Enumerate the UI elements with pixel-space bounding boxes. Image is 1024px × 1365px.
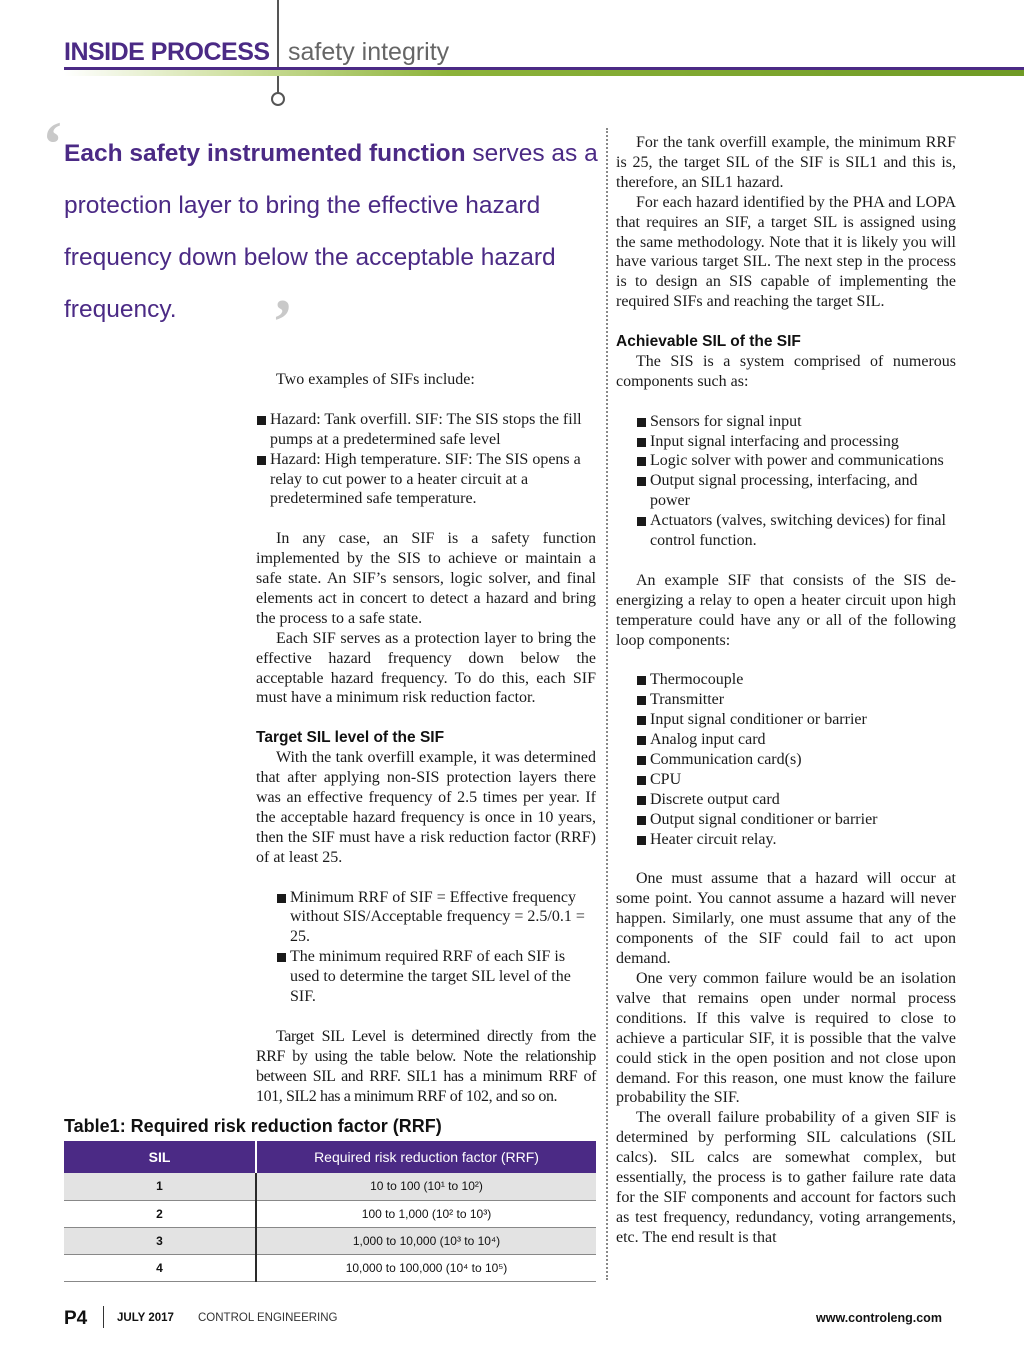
table-cell-rrf: 10,000 to 100,000 (10⁴ to 10⁵) (256, 1254, 596, 1281)
rrf-table (64, 1141, 596, 1282)
list-item: Thermocouple (636, 670, 956, 690)
table-cell-rrf: 10 to 100 (10¹ to 10²) (256, 1173, 596, 1200)
paragraph: Target SIL Level is determined directly from the RRF by using the table below. Note the relationship between SIL and RRF. SIL1 has a minimum RRF of 101, SIL2 has a minimum RRF of 102, and so on. (256, 1027, 596, 1105)
header-divider-line (277, 0, 279, 100)
list-item: Minimum RRF of SIF = Effective frequency without SIS/Acceptable frequency = 2.5/0.1 = 25. (276, 888, 596, 948)
subheading-achievable-sil: Achievable SIL of the SIF (616, 333, 801, 351)
table-cell-rrf: 1,000 to 10,000 (10³ to 10⁴) (256, 1227, 596, 1254)
page-number: P4 (64, 1308, 88, 1329)
open-quote-icon: ‘ (42, 108, 64, 179)
paragraph: One very common failure would be an isolation valve that remains open under normal process conditions. If this valve is required to close to achieve a particular SIF, it is possible that the valve could stick in the open position and not close upon demand. For this reason, one must know the failure probability the SIF. (616, 969, 956, 1107)
table-cell-rrf: 100 to 1,000 (10² to 10³) (256, 1200, 596, 1227)
list-item: CPU (636, 770, 956, 790)
loop-components-list (636, 670, 956, 849)
pull-quote-rest: serves as a protection layer to bring the effective hazard frequency down below the acceptable hazard frequency. (64, 140, 598, 323)
list-item: Heater circuit relay. (636, 830, 956, 850)
paragraph: One must assume that a hazard will occur at some point. You cannot assume a hazard will never happen. Similarly, one must assume that any of the components of the SIF could fail to act upon demand. (616, 870, 956, 968)
table-cell-sil: 3 (64, 1227, 256, 1254)
table-row (64, 1227, 596, 1254)
right-column (616, 133, 956, 1248)
list-item: Transmitter (636, 690, 956, 710)
list-item: Sensors for signal input (636, 412, 956, 432)
section-topic: safety integrity (288, 38, 450, 66)
paragraph: The overall failure probability of a given SIF is determined by performing SIL calculations (SIL calcs). SIL calcs are somewhat complex, but essentially, the process is to gather failure rate data for the SIF components and account for factors such as test frequency, redundancy, voting arrangements, etc. The end result is that (616, 1109, 956, 1246)
examples-intro: Two examples of SIFs include: (276, 371, 475, 388)
paragraph: An example SIF that consists of the SIS de-energizing a relay to open a heater circuit upon high temperature could have any or all of the following loop components: (616, 571, 956, 649)
paragraph: Each SIF serves as a protection layer to bring the effective hazard frequency down below the acceptable hazard frequency. To do this, each SIF must have a minimum risk reduction factor. (256, 629, 596, 707)
list-item: Communication card(s) (636, 750, 956, 770)
middle-column (256, 370, 596, 1106)
website-link[interactable]: www.controleng.com (816, 1311, 942, 1325)
table-row (64, 1173, 596, 1200)
list-item: Discrete output card (636, 790, 956, 810)
table-row (64, 1254, 596, 1281)
rrf-bullet-list (276, 888, 596, 1007)
paragraph: In any case, an SIF is a safety function implemented by the SIS to achieve or maintain a safe state. An SIF’s sensors, logic solver, and final elements act in concert to detect a hazard and bring the process to a safe state. (256, 530, 596, 627)
table-header-rrf: Required risk reduction factor (RRF) (256, 1141, 596, 1173)
list-item: Input signal conditioner or barrier (636, 710, 956, 730)
list-item: The minimum required RRF of each SIF is used to determine the target SIL level of the SIF. (276, 947, 596, 1007)
list-item: Analog input card (636, 730, 956, 750)
issue-date: JULY 2017 (117, 1312, 174, 1324)
table-header-sil: SIL (64, 1141, 256, 1173)
list-item: Hazard: Tank overfill. SIF: The SIS stops the fill pumps at a predetermined safe level (256, 410, 596, 450)
table-title: Table1: Required risk reduction factor (RRF) (64, 1116, 442, 1136)
header-rule-green (64, 70, 1024, 76)
pull-quote-bold: Each safety instrumented function (64, 140, 466, 167)
list-item: Logic solver with power and communications (636, 451, 956, 471)
header-circle-ornament (271, 92, 285, 106)
pull-quote (64, 128, 604, 336)
magazine-name: CONTROL ENGINEERING (198, 1312, 338, 1324)
list-item: Input signal interfacing and processing (636, 432, 956, 452)
list-item: Actuators (valves, switching devices) for final control function. (636, 511, 956, 551)
paragraph: For each hazard identified by the PHA and LOPA that requires an SIF, a target SIL is assigned using the same methodology. Note that it is likely you will have various target SIL. The next step in the process is to design an SIS capable of implementing the required SIFs and reaching the target SIL. (616, 193, 956, 311)
column-separator (606, 128, 608, 1280)
table-cell-sil: 1 (64, 1173, 256, 1200)
subheading-target-sil: Target SIL level of the SIF (256, 729, 445, 747)
paragraph: The SIS is a system comprised of numerous components such as: (616, 352, 956, 390)
close-quote-icon: ’ (272, 286, 294, 357)
table-row (64, 1200, 596, 1227)
paragraph: For the tank overfill example, the minimum RRF is 25, the target SIL of the SIF is SIL1 and this is, therefore, an SIL1 hazard. (616, 134, 956, 191)
table-header-row (64, 1141, 596, 1173)
section-title: INSIDE PROCESS (64, 38, 270, 66)
list-item: Output signal conditioner or barrier (636, 810, 956, 830)
sis-components-list (636, 412, 956, 551)
list-item: Hazard: High temperature. SIF: The SIS opens a relay to cut power to a heater circuit at a predetermined safe temperature. (256, 450, 596, 510)
table-cell-sil: 4 (64, 1254, 256, 1281)
list-item: Output signal processing, interfacing, and power (636, 471, 956, 511)
sif-examples-list (256, 410, 596, 510)
footer-divider (103, 1306, 104, 1328)
paragraph: With the tank overfill example, it was determined that after applying non-SIS protection layers there was an effective frequency of 2.5 times per year. If the acceptable hazard frequency is once in 10 years, then the SIF must have a risk reduction factor (RRF) of at least 25. (256, 749, 596, 866)
table-cell-sil: 2 (64, 1200, 256, 1227)
